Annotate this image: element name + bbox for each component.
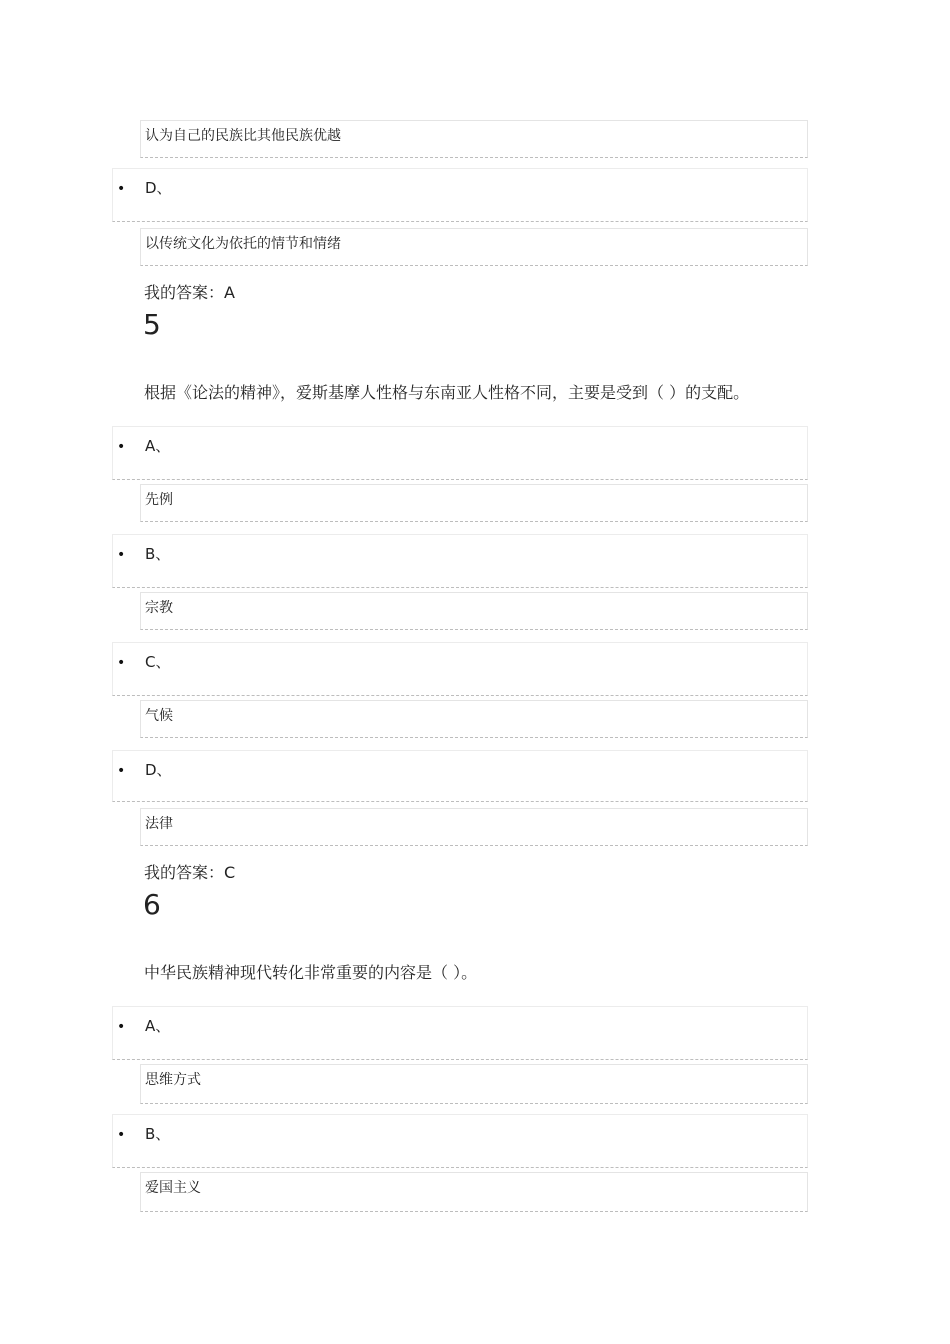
question-number: 6 (143, 888, 161, 921)
bullet-icon: • (117, 181, 126, 197)
option-choice-a[interactable] (112, 1006, 808, 1060)
my-answer: 我的答案：A (144, 283, 235, 302)
bullet-icon: • (117, 1127, 126, 1143)
option-text-box (140, 484, 808, 522)
option-letter: B、 (145, 1125, 171, 1143)
option-text: 先例 (145, 492, 173, 508)
option-text: 气候 (145, 708, 173, 724)
option-text: 思维方式 (145, 1072, 201, 1088)
option-text: 认为自己的民族比其他民族优越 (145, 128, 341, 144)
option-text-box (140, 808, 808, 846)
my-answer: 我的答案：C (144, 863, 236, 882)
option-choice-b[interactable] (112, 534, 808, 588)
option-text: 法律 (145, 816, 173, 832)
option-choice-b[interactable] (112, 1114, 808, 1168)
option-choice-c[interactable] (112, 642, 808, 696)
option-letter: C、 (145, 653, 171, 671)
option-text-box (140, 1172, 808, 1212)
option-choice-a[interactable] (112, 426, 808, 480)
question-text: 根据《论法的精神》，爱斯基摩人性格与东南亚人性格不同，主要是受到（ ）的支配。 (144, 383, 750, 402)
question-text: 中华民族精神现代转化非常重要的内容是（ ）。 (144, 963, 478, 982)
bullet-icon: • (117, 655, 126, 671)
option-letter: D、 (145, 179, 172, 197)
option-text-box (140, 228, 808, 266)
option-text-box (140, 592, 808, 630)
option-text: 宗教 (145, 600, 173, 616)
option-letter: B、 (145, 545, 171, 563)
option-text-box (140, 1064, 808, 1104)
bullet-icon: • (117, 763, 126, 779)
bullet-icon: • (117, 547, 126, 563)
option-letter: D、 (145, 761, 172, 779)
option-choice-d[interactable] (112, 168, 808, 222)
option-text: 以传统文化为依托的情节和情绪 (145, 236, 341, 252)
option-text-box (140, 700, 808, 738)
option-choice-d[interactable] (112, 750, 808, 802)
bullet-icon: • (117, 439, 126, 455)
question-number: 5 (143, 308, 161, 341)
option-text: 爱国主义 (145, 1180, 201, 1196)
option-letter: A、 (145, 437, 171, 455)
option-text-box (140, 120, 808, 158)
option-letter: A、 (145, 1017, 171, 1035)
bullet-icon: • (117, 1019, 126, 1035)
